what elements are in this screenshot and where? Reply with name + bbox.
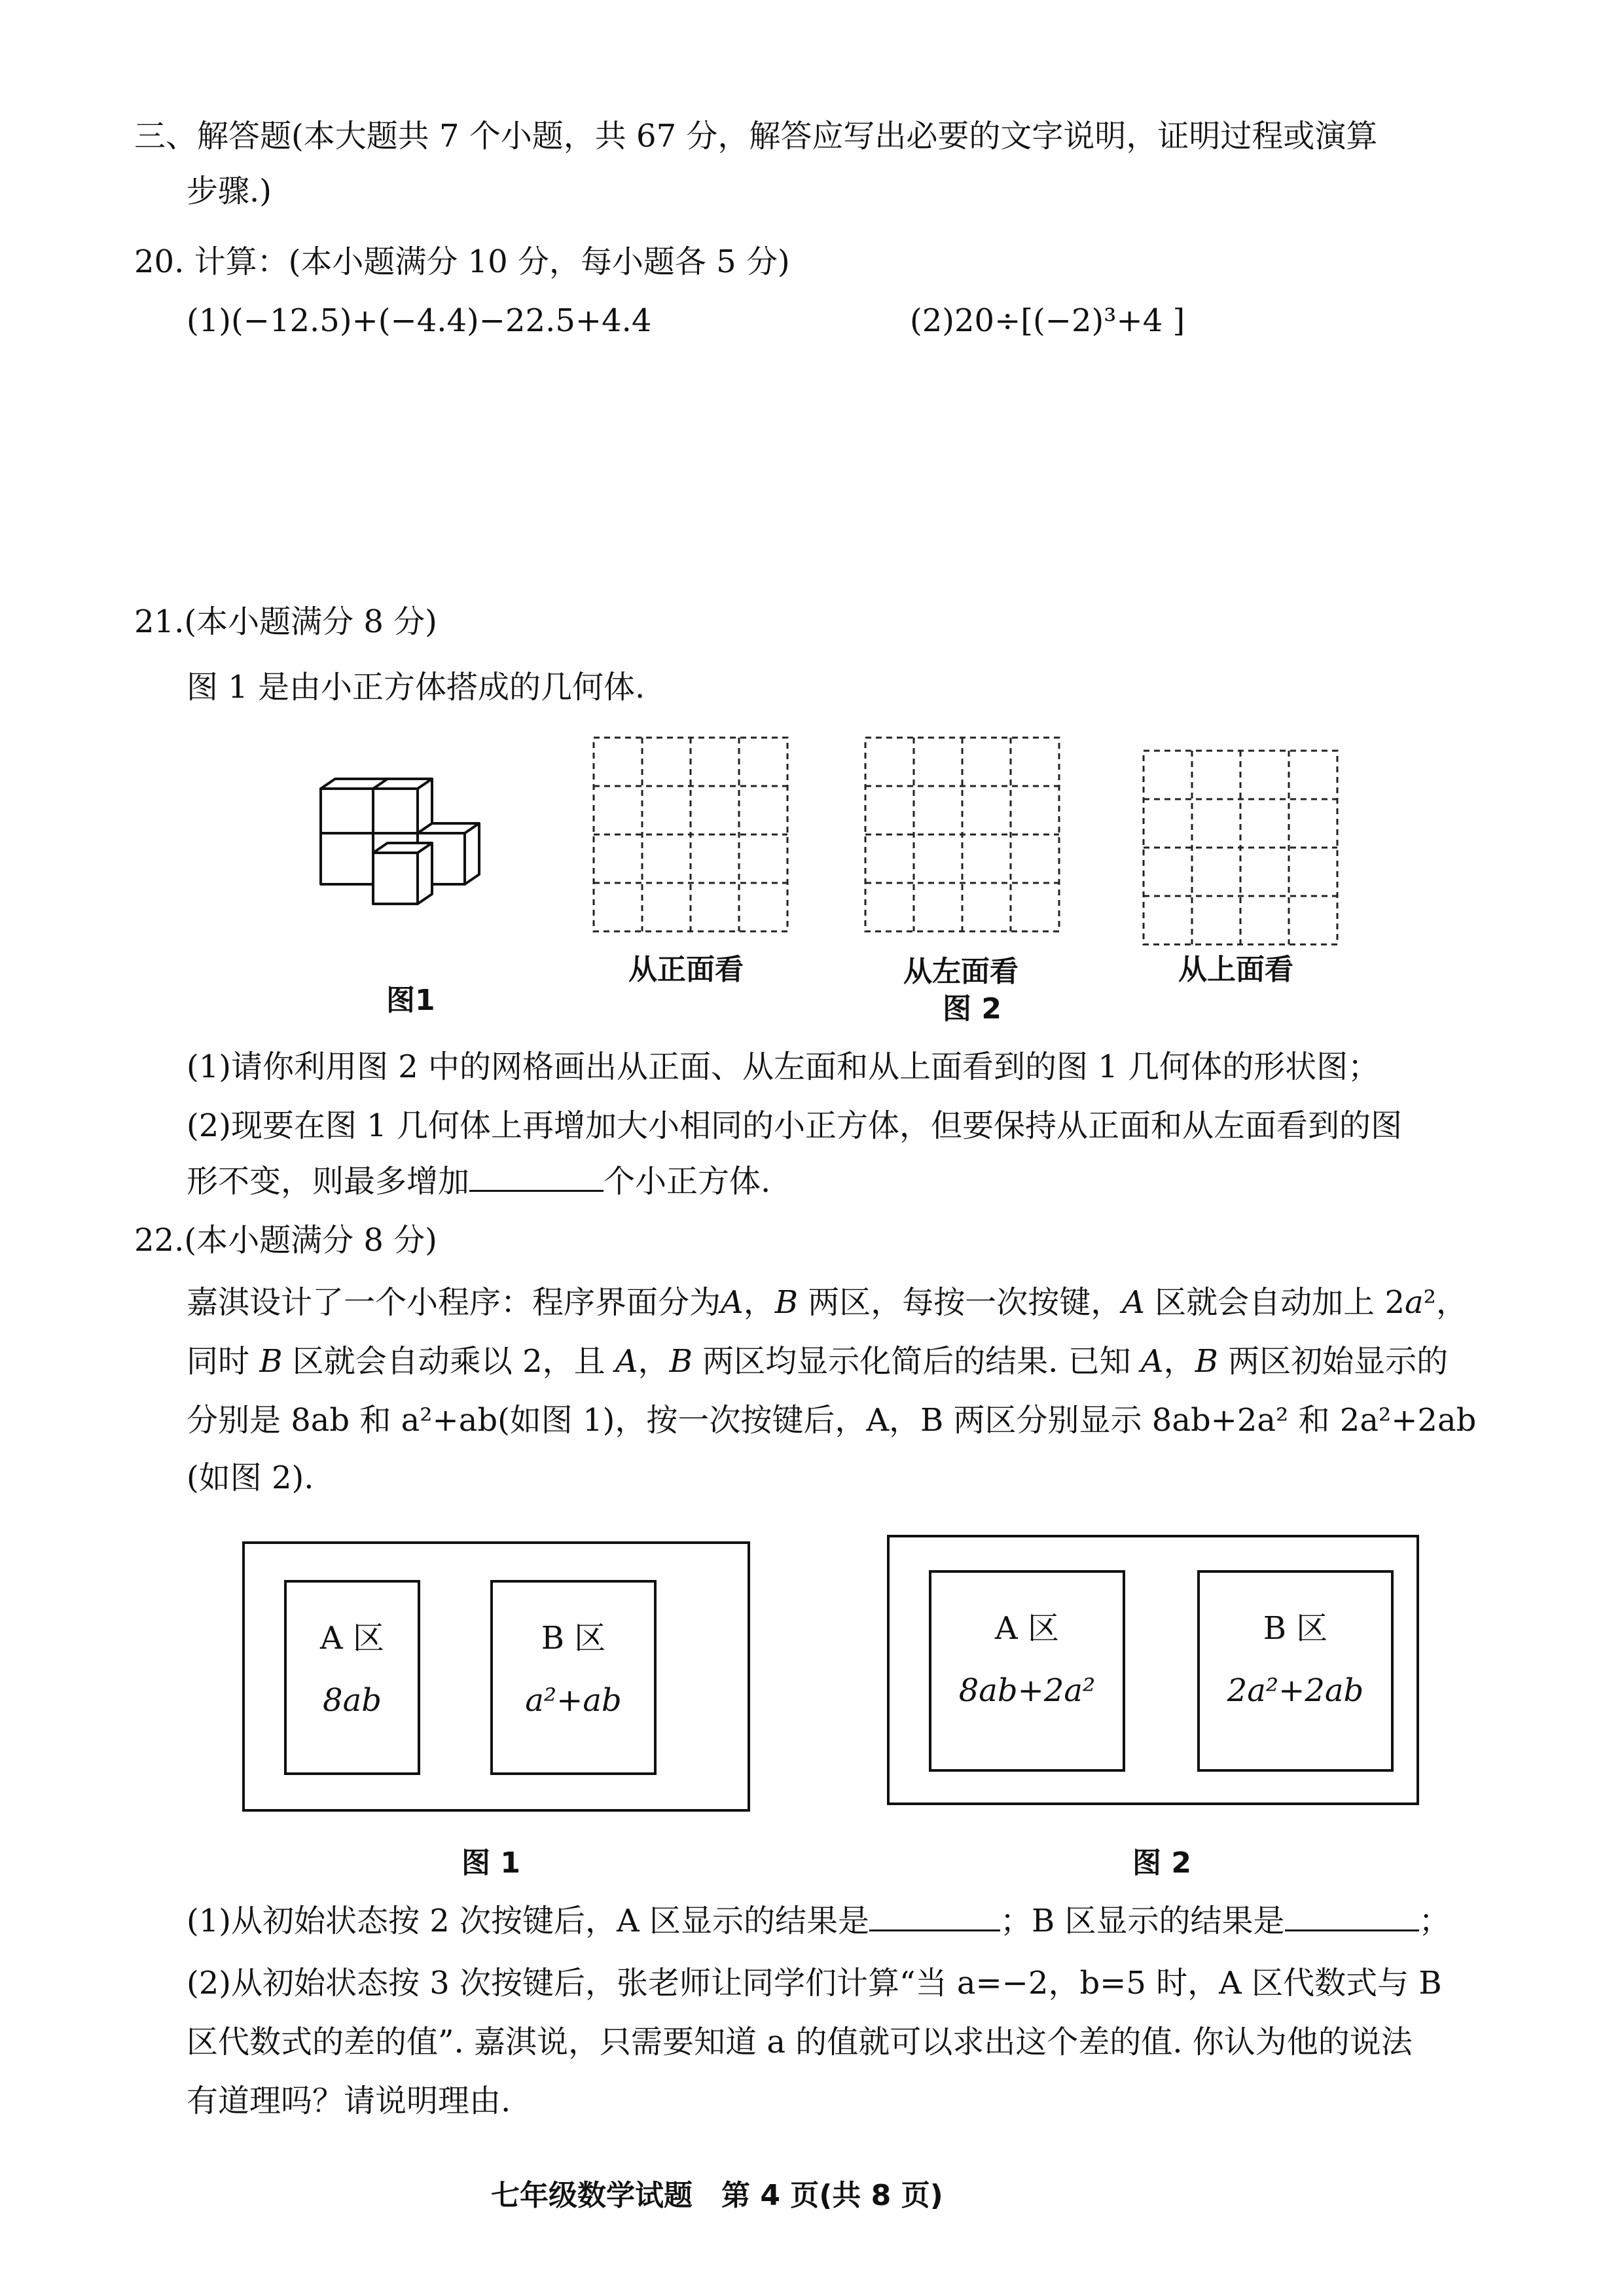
- fig2-zone-a-value: 8ab+2a²: [958, 1672, 1096, 1709]
- q22-l2-c: 区就会自动乘以 2，且: [282, 1343, 615, 1380]
- page-footer: 七年级数学试题 第 4 页(共 8 页): [491, 2179, 943, 2212]
- q22-line4: (如图 2).: [187, 1460, 314, 1496]
- grid-label-top: 从上面看: [1178, 953, 1293, 986]
- fig2-zone-b: [1197, 1570, 1394, 1772]
- q20-part2: (2)20÷[(−2)³+4 ]: [910, 302, 1185, 339]
- cube-solid-figure: [308, 779, 517, 942]
- q22-l1-d: B: [774, 1284, 798, 1321]
- q22-l2-j: B: [1195, 1343, 1218, 1380]
- q22-l1-h: a: [1404, 1284, 1424, 1321]
- section-header-line1: 三、解答题(本大题共 7 个小题，共 67 分，解答应写出必要的文字说明，证明过程或演算: [134, 118, 1378, 154]
- q22-l1-b: A: [721, 1284, 744, 1321]
- fig1-zone-b-value: a²+ab: [525, 1682, 622, 1719]
- q22-l1-e: 两区，每按一次按键，: [797, 1284, 1123, 1321]
- q20-part1: (1)(−12.5)+(−4.4)−22.5+4.4: [187, 302, 652, 339]
- q22-l1-a: 嘉淇设计了一个小程序：程序界面分为: [187, 1284, 721, 1321]
- q21-title: 21.(本小题满分 8 分): [134, 603, 437, 640]
- q22-fig1-caption: 图 1: [461, 1846, 520, 1880]
- q22-line2: [187, 1342, 1448, 1381]
- fig1-zone-b-label: B 区: [541, 1620, 606, 1657]
- grid-front-view[interactable]: [592, 736, 789, 933]
- q22-part1-c: ；: [1418, 1903, 1451, 1939]
- fig1-zone-a: [284, 1580, 420, 1775]
- q21-part1: (1)请你利用图 2 中的网格画出从正面、从左面和从上面看到的图 1 几何体的形状图；: [187, 1049, 1380, 1085]
- q22-l2-i: ，: [1163, 1343, 1195, 1380]
- fig2-zone-b-value: 2a²+2ab: [1227, 1672, 1364, 1709]
- fig2-zone-a-label: A 区: [995, 1610, 1059, 1647]
- q22-l2-b: B: [259, 1343, 283, 1380]
- q22-part1-a: (1)从初始状态按 2 次按键后，A 区显示的结果是: [187, 1903, 869, 1939]
- grid-label-front: 从正面看: [628, 953, 744, 986]
- q22-fig2-caption: 图 2: [1132, 1846, 1191, 1880]
- fig1-zone-b: [490, 1580, 657, 1775]
- fig2-caption: 图 2: [943, 992, 1001, 1026]
- q22-l2-h: A: [1140, 1343, 1164, 1380]
- q22-l1-f: A: [1122, 1284, 1145, 1321]
- q22-l2-g: 两区均显示化简后的结果. 已知: [692, 1343, 1141, 1380]
- q22-part2-line1: (2)从初始状态按 3 次按键后，张老师让同学们计算“当 a=−2，b=5 时，A 区代数式与 B: [187, 1965, 1442, 2001]
- q22-l2-e: ，: [638, 1343, 670, 1380]
- q21-answer-blank[interactable]: [469, 1164, 604, 1192]
- q22-l2-d: A: [615, 1343, 638, 1380]
- q22-part2-line3: 有道理吗？请说明理由.: [187, 2083, 511, 2119]
- q22-zone-b-answer-blank[interactable]: [1285, 1903, 1419, 1931]
- q21-part2-after: 个小正方体.: [604, 1163, 771, 1200]
- q22-l2-k: 两区初始显示的: [1218, 1343, 1449, 1380]
- q22-l1-c: ，: [743, 1284, 775, 1321]
- fig2-zone-a: [929, 1570, 1125, 1772]
- program-interface-fig1: [242, 1541, 750, 1812]
- q22-zone-a-answer-blank[interactable]: [869, 1903, 1000, 1931]
- q21-intro: 图 1 是由小正方体搭成的几何体.: [187, 669, 645, 706]
- section-header-line2: 步骤.): [187, 173, 272, 209]
- q22-l1-g: 区就会自动加上 2: [1144, 1284, 1405, 1321]
- fig1-caption: 图1: [386, 984, 435, 1017]
- fig2-zone-b-label: B 区: [1263, 1610, 1328, 1647]
- q22-l2-f: B: [669, 1343, 693, 1380]
- grid-label-left: 从左面看: [903, 955, 1019, 988]
- q22-title: 22.(本小题满分 8 分): [134, 1222, 437, 1259]
- q22-part2-line2: 区代数式的差的值”. 嘉淇说，只需要知道 a 的值就可以求出这个差的值. 你认为他的说法: [187, 2024, 1413, 2060]
- grid-left-view[interactable]: [864, 736, 1060, 933]
- q22-l2-a: 同时: [187, 1343, 260, 1380]
- q21-part2-before: 形不变，则最多增加: [187, 1163, 470, 1200]
- q22-l1-i: ²，: [1423, 1284, 1468, 1321]
- q21-part2-line1: (2)现要在图 1 几何体上再增加大小相同的小正方体，但要保持从正面和从左面看到的图: [187, 1107, 1403, 1144]
- grid-top-view[interactable]: [1142, 749, 1339, 946]
- q22-part1-b: ；B 区显示的结果是: [1000, 1903, 1285, 1939]
- q22-part1: [187, 1901, 1451, 1941]
- fig1-zone-a-value: 8ab: [323, 1682, 382, 1719]
- q21-part2-line2: [187, 1162, 770, 1201]
- q20-title: 20. 计算：(本小题满分 10 分，每小题各 5 分): [134, 243, 790, 280]
- program-interface-fig2: [887, 1535, 1419, 1805]
- q22-line3: 分别是 8ab 和 a²+ab(如图 1)，按一次按键后，A，B 两区分别显示 8ab+2a² 和 2a²+2ab: [187, 1402, 1477, 1439]
- q22-line1: [187, 1283, 1468, 1322]
- fig1-zone-a-label: A 区: [320, 1620, 384, 1657]
